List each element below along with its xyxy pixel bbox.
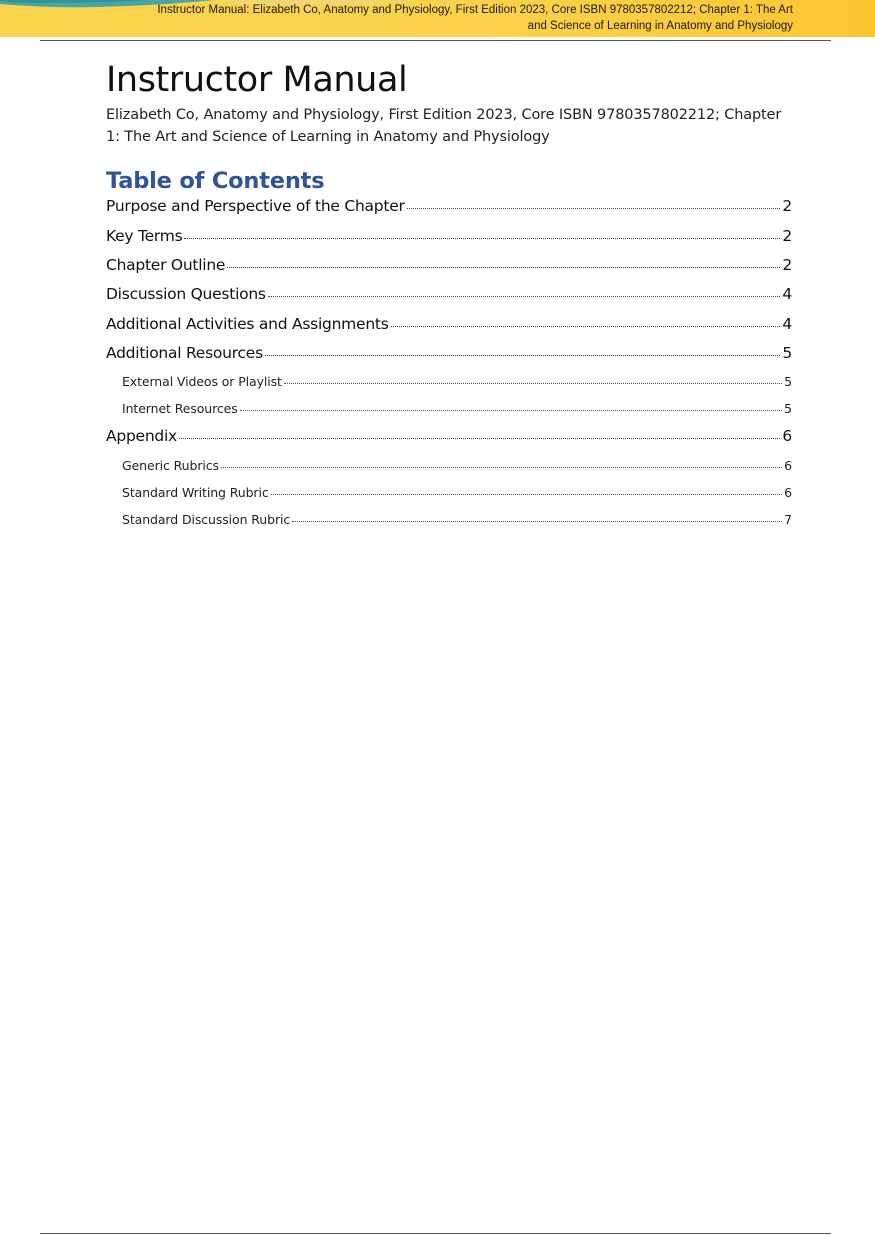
toc-entry-label: Generic Rubrics (122, 458, 219, 473)
toc-entry-label: External Videos or Playlist (122, 374, 282, 389)
toc-dot-leader (227, 263, 780, 268)
toc-page-number: 4 (782, 285, 792, 303)
running-header-line-2: and Science of Learning in Anatomy and Physiology (527, 20, 793, 32)
toc-entry-label: Additional Activities and Assignments (106, 315, 389, 333)
toc-dot-leader (179, 434, 780, 439)
toc-entry-label: Standard Writing Rubric (122, 485, 269, 500)
toc-page-number: 2 (782, 256, 792, 274)
toc-entry-label: Internet Resources (122, 401, 238, 416)
toc-dot-leader (184, 234, 780, 239)
toc-dot-leader (268, 292, 781, 297)
document-title: Instructor Manual (106, 60, 408, 100)
toc-page-number: 5 (782, 344, 792, 362)
toc-entry-key-terms[interactable] (106, 227, 792, 245)
toc-dot-leader (221, 463, 782, 468)
toc-page-number: 6 (784, 485, 792, 500)
toc-entry-chapter-outline[interactable] (106, 256, 792, 274)
running-header-line-1: Instructor Manual: Elizabeth Co, Anatomy and Physiology, First Edition 2023, Core ISBN 9780357802212; Chapter 1: The Art (157, 4, 793, 16)
toc-dot-leader (407, 204, 781, 209)
toc-entry-label: Purpose and Perspective of the Chapter (106, 197, 405, 215)
toc-dot-leader (240, 406, 782, 411)
toc-page-number: 4 (782, 315, 792, 333)
toc-page-number: 2 (782, 227, 792, 245)
toc-entry-generic-rubrics[interactable] (122, 458, 792, 473)
toc-entry-standard-writing-rubric[interactable] (122, 485, 792, 500)
toc-entry-purpose[interactable] (106, 197, 792, 215)
toc-entry-label: Appendix (106, 427, 177, 445)
toc-entry-standard-discussion-rubric[interactable] (122, 512, 792, 527)
toc-page-number: 2 (782, 197, 792, 215)
toc-entry-additional-activities[interactable] (106, 315, 792, 333)
header-divider (40, 40, 831, 41)
toc-entry-label: Standard Discussion Rubric (122, 512, 291, 527)
footer-divider (40, 1233, 831, 1234)
toc-page-number: 6 (782, 427, 792, 445)
toc-page-number: 7 (784, 512, 792, 527)
toc-entry-label: Discussion Questions (106, 285, 266, 303)
toc-dot-leader (284, 379, 782, 384)
toc-entry-discussion-questions[interactable] (106, 285, 792, 303)
header-banner (0, 0, 875, 37)
toc-heading: Table of Contents (106, 168, 325, 194)
toc-entry-additional-resources[interactable] (106, 344, 792, 362)
toc-entry-appendix[interactable] (106, 427, 792, 445)
toc-page-number: 5 (784, 374, 792, 389)
toc-page-number: 5 (784, 401, 792, 416)
toc-entry-label: Chapter Outline (106, 256, 226, 274)
toc-entry-internet-resources[interactable] (122, 401, 792, 416)
toc-dot-leader (391, 322, 781, 327)
running-header (93, 2, 793, 34)
toc-dot-leader (271, 490, 783, 495)
toc-entry-label: Key Terms (106, 227, 183, 245)
toc-dot-leader (292, 517, 782, 522)
toc-entry-external-videos[interactable] (122, 374, 792, 389)
toc-dot-leader (265, 351, 780, 356)
toc-entry-label: Additional Resources (106, 344, 263, 362)
toc-page-number: 6 (784, 458, 792, 473)
document-subtitle: Elizabeth Co, Anatomy and Physiology, First Edition 2023, Core ISBN 9780357802212; Chapter 1: The Art and Science of Learning in Anatomy and Physiology (106, 107, 782, 145)
